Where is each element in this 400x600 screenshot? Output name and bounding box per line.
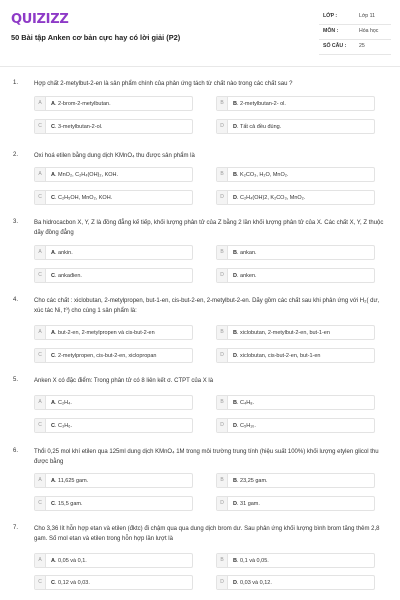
page-header [0, 0, 400, 70]
option-letter-badge: A [35, 474, 46, 487]
option-d[interactable] [216, 190, 375, 205]
option-a[interactable] [34, 395, 193, 410]
question-number: 5. [13, 377, 19, 383]
meta-label: MÔN : [323, 28, 339, 34]
meta-table [319, 10, 391, 55]
option-letter-badge: D [217, 269, 228, 282]
option-text: D. Tất cả đều đúng. [233, 123, 282, 130]
option-letter-badge: D [217, 120, 228, 133]
option-text: A. but-2-en, 2-metylpropen và cis-but-2-en [51, 329, 155, 336]
option-text: D. C₂H₄(OH)2, K₂CO₃, MnO₂. [233, 194, 306, 201]
option-text: D. C₅H₁₀. [233, 422, 256, 429]
question-text: Ba hidrocacbon X, Y, Z là đồng đẳng kế tiếp, khối lượng phân tử của Z bằng 2 lần khối lượng phân tử của X. Các chất X, Y, Z thuộc dãy đồng đẳng [34, 220, 384, 236]
meta-label: SỐ CÂU : [323, 43, 347, 49]
option-text: C. 0,12 và 0,03. [51, 579, 90, 586]
option-a[interactable] [34, 167, 193, 182]
option-a[interactable] [34, 96, 193, 111]
question-number: 7. [13, 525, 19, 531]
option-d[interactable] [216, 496, 375, 511]
option-c[interactable] [34, 190, 193, 205]
option-d[interactable] [216, 418, 375, 433]
question-text: Hợp chất 2-metylbut-2-en là sản phẩm chính của phản ứng tách từ chất nào trong các chất sau ? [34, 81, 293, 87]
option-text: D. 31 gam. [233, 500, 260, 507]
option-b[interactable] [216, 96, 375, 111]
option-text: C. C₂H₅OH, MnO₂, KOH. [51, 194, 113, 201]
option-c[interactable] [34, 119, 193, 134]
option-d[interactable] [216, 268, 375, 283]
option-letter-badge: D [217, 191, 228, 204]
option-letter-badge: A [35, 396, 46, 409]
meta-value: Lớp 11 [359, 13, 375, 19]
question-text: Cho 3,36 lít hỗn hợp etan và etilen (đktc) đi chậm qua qua dung dịch brom dư. Sau phản ứng khối lượng bình brom tăng thêm 2,8 gam. Số mol etan và etilen trong hỗn hợp lần lượt là [34, 526, 380, 542]
question-number: 4. [13, 297, 19, 303]
question-text: Cho các chất : xiclobutan, 2-metylpropen, but-1-en, cis-but-2-en, 2-metylbut-2-en. Dãy gồm các chất sau khi phản ứng với H₂( dư, xúc tác Ni, t⁰) cho cùng 1 sản phẩm là: [34, 298, 380, 314]
option-d[interactable] [216, 119, 375, 134]
option-text: A. C₂H₄. [51, 399, 72, 406]
option-letter-badge: C [35, 120, 46, 133]
option-text: A. ankin. [51, 249, 73, 256]
option-letter-badge: C [35, 191, 46, 204]
option-b[interactable] [216, 395, 375, 410]
option-c[interactable] [34, 348, 193, 363]
option-letter-badge: B [217, 326, 228, 339]
question-text: Thổi 0,25 mol khí etilen qua 125ml dung dịch KMnO₄ 1M trong môi trường trung tính (hiệu suất 100%) khối lượng etylen glicol thu được bằng [34, 449, 379, 465]
option-b[interactable] [216, 553, 375, 568]
option-letter-badge: B [217, 554, 228, 567]
question-text: Oxi hoá etilen bằng dung dịch KMnO₄ thu được sản phẩm là [34, 153, 195, 159]
option-letter-badge: C [35, 576, 46, 589]
option-letter-badge: B [217, 396, 228, 409]
question-number: 3. [13, 219, 19, 225]
quizizz-logo: QUIZIZZ [11, 12, 69, 27]
option-text: A. 0,05 và 0,1. [51, 557, 87, 564]
option-text: D. 0,03 và 0,12. [233, 579, 272, 586]
option-c[interactable] [34, 496, 193, 511]
option-letter-badge: C [35, 497, 46, 510]
option-text: B. 2-metylbutan-2- ol. [233, 100, 286, 107]
option-d[interactable] [216, 348, 375, 363]
meta-value: 25 [359, 43, 365, 49]
option-letter-badge: A [35, 97, 46, 110]
option-letter-badge: C [35, 349, 46, 362]
option-text: D. anken. [233, 272, 257, 279]
option-text: C. C₃H₆. [51, 422, 72, 429]
meta-row-subject [319, 25, 391, 40]
option-letter-badge: B [217, 474, 228, 487]
option-a[interactable] [34, 325, 193, 340]
option-text: A. 2-brom-2-metylbutan. [51, 100, 111, 107]
option-text: B. K₂CO₃, H₂O, MnO₂. [233, 171, 289, 178]
option-letter-badge: D [217, 349, 228, 362]
option-text: A. MnO₂, C₂H₄(OH)₂, KOH. [51, 171, 119, 178]
page-title: 50 Bài tập Anken cơ bản cực hay có lời giải (P2) [11, 33, 181, 42]
meta-label: LỚP : [323, 13, 338, 19]
option-c[interactable] [34, 575, 193, 590]
option-c[interactable] [34, 418, 193, 433]
option-a[interactable] [34, 473, 193, 488]
option-text: D. xiclobutan, cis-but-2-en, but-1-en [233, 352, 321, 359]
option-letter-badge: D [217, 419, 228, 432]
meta-value: Hóa học [359, 28, 379, 34]
question-number: 2. [13, 152, 19, 158]
option-letter-badge: B [217, 97, 228, 110]
option-a[interactable] [34, 553, 193, 568]
option-letter-badge: A [35, 554, 46, 567]
option-letter-badge: D [217, 576, 228, 589]
option-letter-badge: C [35, 269, 46, 282]
option-text: B. 23,25 gam. [233, 477, 268, 484]
option-b[interactable] [216, 325, 375, 340]
option-letter-badge: A [35, 326, 46, 339]
question-text: Anken X có đặc điểm: Trong phân tử có 8 liên kết σ. CTPT của X là [34, 378, 214, 384]
option-text: B. ankan. [233, 249, 257, 256]
question-number: 6. [13, 448, 19, 454]
option-letter-badge: B [217, 168, 228, 181]
option-letter-badge: A [35, 168, 46, 181]
option-letter-badge: B [217, 246, 228, 259]
question-number: 1. [13, 80, 19, 86]
option-letter-badge: C [35, 419, 46, 432]
option-b[interactable] [216, 245, 375, 260]
header-divider [0, 66, 400, 67]
option-text: C. ankađien. [51, 272, 82, 279]
option-text: B. C₄H₈. [233, 399, 255, 406]
option-letter-badge: D [217, 497, 228, 510]
option-b[interactable] [216, 473, 375, 488]
meta-row-question-count [319, 40, 391, 55]
option-a[interactable] [34, 245, 193, 260]
option-text: C. 3-metylbutan-2-ol. [51, 123, 103, 130]
option-b[interactable] [216, 167, 375, 182]
option-text: A. 11,625 gam. [51, 477, 89, 484]
option-text: C. 15,5 gam. [51, 500, 83, 507]
meta-row-grade [319, 10, 391, 25]
option-text: C. 2-metylpropen, cis-but-2-en, xiclopropan [51, 352, 157, 359]
option-text: B. 0,1 và 0,05. [233, 557, 269, 564]
option-letter-badge: A [35, 246, 46, 259]
option-c[interactable] [34, 268, 193, 283]
option-d[interactable] [216, 575, 375, 590]
option-text: B. xiclobutan, 2-metylbut-2-en, but-1-en [233, 329, 330, 336]
